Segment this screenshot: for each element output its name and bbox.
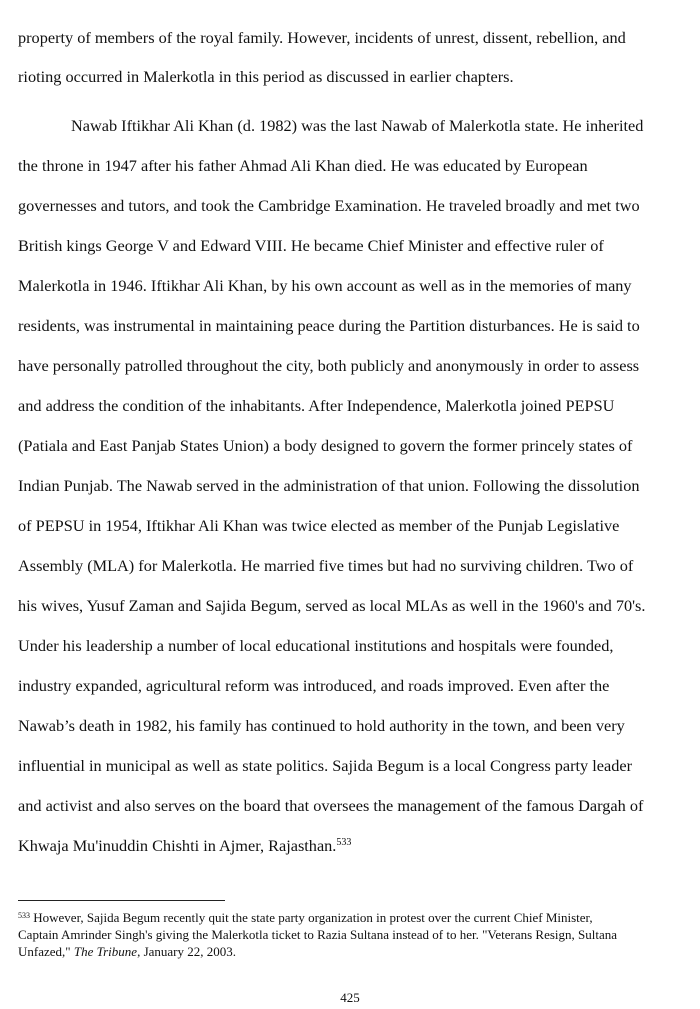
footnote-source-title: The Tribune — [73, 944, 138, 959]
body-line-text: Khwaja Mu'inuddin Chishti in Ajmer, Rajasthan. — [18, 836, 337, 855]
body-line: Indian Punjab. The Nawab served in the administration of that union. Following the dissolution — [18, 476, 640, 495]
body-line: British kings George V and Edward VIII. He became Chief Minister and effective ruler of — [18, 236, 604, 255]
footnote-number: 533 — [18, 911, 30, 920]
body-line: (Patiala and East Panjab States Union) a body designed to govern the former princely states of — [18, 436, 633, 455]
body-line: residents, was instrumental in maintaining peace during the Partition disturbances. He is said to — [18, 316, 640, 335]
body-line: Assembly (MLA) for Malerkotla. He married five times but had no surviving children. Two of — [18, 556, 634, 575]
body-line: rioting occurred in Malerkotla in this period as discussed in earlier chapters. — [18, 67, 514, 86]
footnote-reference[interactable]: 533 — [336, 837, 352, 848]
body-line: Nawab’s death in 1982, his family has continued to hold authority in the town, and been very — [18, 716, 625, 735]
body-line: and activist and also serves on the board that oversees the management of the famous Dargah of — [18, 796, 644, 815]
body-line: influential in municipal as well as state politics. Sajida Begum is a local Congress party leader — [18, 756, 633, 775]
body-line: Under his leadership a number of local educational institutions and hospitals were founded, — [18, 636, 614, 655]
footnote-text: However, Sajida Begum recently quit the state party organization in protest over the current Chief Minister, — [30, 910, 593, 925]
body-line: his wives, Yusuf Zaman and Sajida Begum, served as local MLAs as well in the 1960's and 70's. — [18, 596, 646, 615]
body-line: have personally patrolled throughout the city, both publicly and anonymously in order to assess — [18, 356, 640, 375]
body-line: and address the condition of the inhabitants. After Independence, Malerkotla joined PEPSU — [18, 396, 615, 415]
body-line: of PEPSU in 1954, Iftikhar Ali Khan was twice elected as member of the Punjab Legislative — [18, 516, 620, 535]
page-number: 425 — [340, 990, 360, 1005]
footnote-line — [18, 910, 593, 926]
body-line: the throne in 1947 after his father Ahmad Ali Khan died. He was educated by European — [18, 156, 588, 175]
body-line: property of members of the royal family. However, incidents of unrest, dissent, rebellion, and — [18, 28, 626, 47]
body-line-last — [18, 836, 351, 856]
footnote-text: Unfazed," — [18, 944, 74, 959]
body-line: Malerkotla in 1946. Iftikhar Ali Khan, by his own account as well as in the memories of many — [18, 276, 632, 295]
footnote-divider — [18, 900, 225, 901]
body-line: industry expanded, agricultural reform was introduced, and roads improved. Even after the — [18, 676, 610, 695]
body-line: governesses and tutors, and took the Cambridge Examination. He traveled broadly and met two — [18, 196, 640, 215]
footnote-line: Captain Amrinder Singh's giving the Malerkotla ticket to Razia Sultana instead of to her. "Veterans Resign, Sultana — [18, 927, 618, 942]
footnote-line — [18, 944, 236, 960]
paragraph-first-line: Nawab Iftikhar Ali Khan (d. 1982) was the last Nawab of Malerkotla state. He inherited — [71, 116, 644, 135]
footnote-text: , January 22, 2003. — [137, 944, 236, 959]
